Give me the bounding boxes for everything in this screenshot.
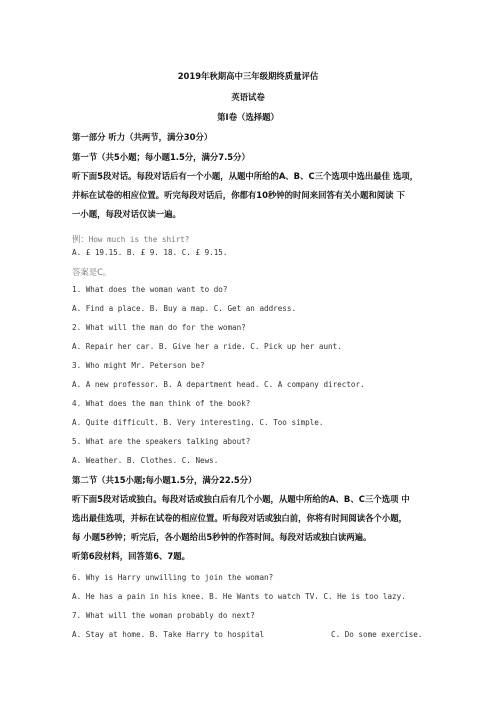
instruction-line: 选出最佳选项，并标在试卷的相应位置。听每段对话或独白前，你将有时间阅读各个小题， [72, 513, 407, 523]
instruction-line: 听下面5段对话。每段对话后有一个小题，从题中所给的A、B、C三个选项中选出最佳 选项， [72, 171, 419, 181]
question-text: 4. What does the man think of the book? [72, 399, 251, 408]
example-question-text: How much is the shirt? [88, 235, 190, 244]
exam-subtitle: 英语试卷 [231, 92, 265, 102]
question-options: A. Weather. B. Clothes. C. News. [72, 456, 219, 465]
question-text: 7. What will the woman probably do next? [72, 611, 255, 620]
question-options [72, 630, 423, 639]
material-heading: 听第6段材料，回答第6、7题。 [72, 551, 190, 561]
volume-heading: 第Ⅰ卷（选择题） [217, 112, 279, 122]
question-text: 1. What does the woman want to do? [72, 285, 228, 294]
instruction-line: 听下面5段对话或独白。每段对话或独白后有几个小题，从题中所给的A、B、C三个选项 中 [72, 494, 410, 504]
question-options: A. Quite difficult. B. Very interesting. C. Too simple. [72, 418, 324, 427]
question-text: 6. Why is Harry unwilling to join the woman? [72, 573, 274, 582]
section2-heading: 第二节（共15小题;每小题1.5分，满分22.5分） [72, 475, 257, 485]
question-text: 5. What are the speakers talking about? [72, 437, 251, 446]
question-text: 2. What will the man do for the woman? [72, 323, 246, 332]
question-options-ab: A. Stay at home. B. Take Harry to hospital [72, 630, 265, 639]
question-options: A. He has a pain in his knee. B. He Wants to watch TV. C. He is too lazy. [72, 592, 406, 601]
section1-heading: 第一节（共5小题；每小题1.5分，满分7.5分） [72, 152, 250, 162]
instruction-line: 一小题，每段对话仅读一遍。 [72, 209, 181, 219]
instruction-line: 每 小题5秒钟；听完后，各小题给出5秒钟的作答时间。每段对话或独白读两遍。 [72, 532, 372, 542]
example-answer: 答案是C。 [72, 267, 112, 277]
exam-title: 2019年秋期高中三年级期终质量评估 [177, 71, 319, 81]
question-options: A. Find a place. B. Buy a map. C. Get an address. [72, 304, 297, 313]
question-option-c: C. Do some exercise. [331, 630, 423, 639]
example-label: 例： [72, 234, 89, 244]
question-text: 3. Who might Mr. Peterson be? [72, 361, 205, 370]
part1-heading: 第一部分 听力（共两节，满分30分） [72, 132, 213, 142]
example-question [72, 229, 189, 247]
question-options: A. A new professor. B. A department head. C. A company director. [72, 380, 365, 389]
example-options: A. £ 19.15. B. £ 9. 18. C. £ 9.15. [72, 248, 228, 257]
question-options: A. Repair her car. B. Give her a ride. C. Pick up her aunt. [72, 342, 342, 351]
instruction-line: 并标在试卷的相应位置。听完每段对话后，你都有10秒钟的时间来回答有关小题和阅读 下 [72, 190, 405, 200]
